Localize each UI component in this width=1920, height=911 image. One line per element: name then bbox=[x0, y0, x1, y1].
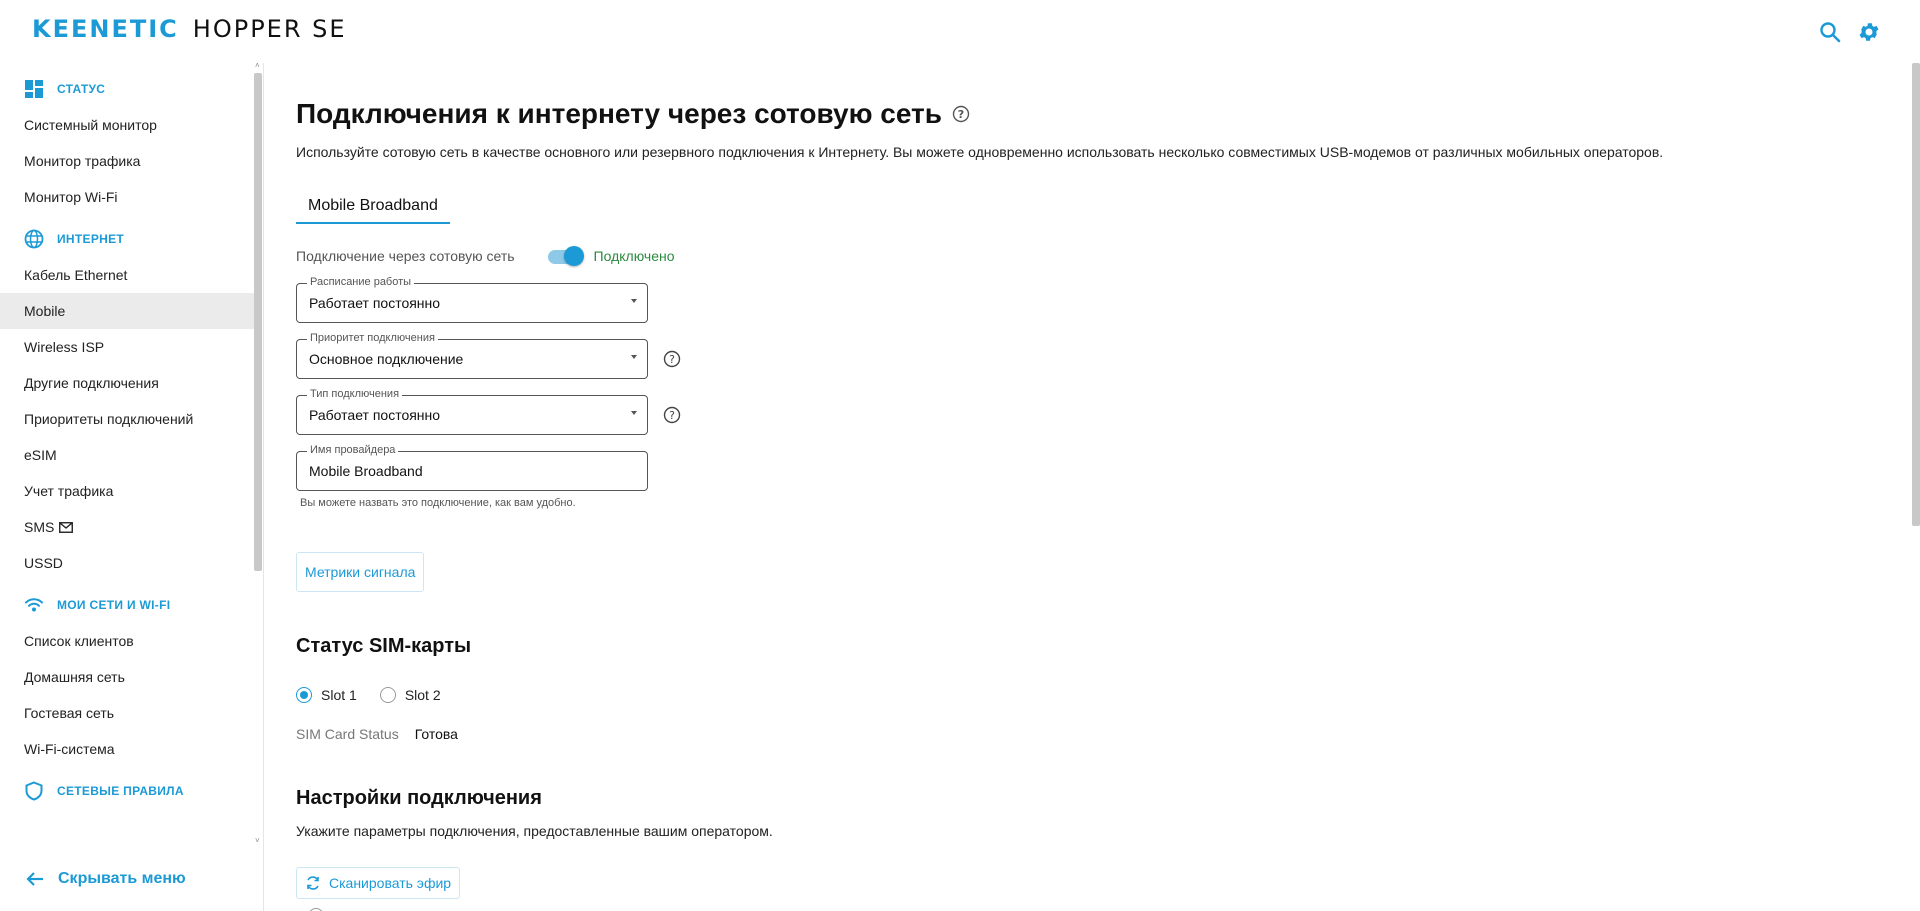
scan-button[interactable] bbox=[296, 867, 460, 899]
envelope-icon bbox=[59, 522, 73, 533]
gear-icon[interactable] bbox=[1857, 20, 1881, 44]
field-value: Mobile Broadband bbox=[309, 463, 423, 479]
sidebar-scrollbar[interactable] bbox=[254, 73, 262, 571]
sidebar-item-wifi-system[interactable]: Wi-Fi-система bbox=[24, 741, 115, 757]
main-content bbox=[265, 63, 1920, 911]
sidebar-item-client-list[interactable]: Список клиентов bbox=[24, 633, 134, 649]
sidebar bbox=[0, 63, 264, 911]
field-value: Работает постоянно bbox=[309, 407, 441, 423]
sidebar-section-networks[interactable] bbox=[0, 587, 264, 623]
cellular-toggle-row bbox=[296, 246, 675, 266]
connection-type-select[interactable] bbox=[296, 388, 648, 435]
caret-down-icon bbox=[631, 299, 637, 303]
sidebar-item-home-network[interactable]: Домашняя сеть bbox=[24, 669, 125, 685]
sidebar-item-wifi-monitor[interactable]: Монитор Wi-Fi bbox=[24, 189, 118, 205]
hide-menu-label: Скрывать меню bbox=[58, 869, 186, 887]
svg-text:?: ? bbox=[957, 108, 965, 121]
schedule-select[interactable] bbox=[296, 276, 648, 323]
sim-status-heading: Статус SIM-карты bbox=[296, 635, 472, 657]
dashboard-icon bbox=[24, 79, 44, 99]
sidebar-section-network-rules[interactable] bbox=[0, 773, 264, 809]
sidebar-item-ethernet[interactable]: Кабель Ethernet bbox=[24, 267, 128, 283]
slot2-label[interactable]: Slot 2 bbox=[404, 687, 441, 703]
sidebar-item-connection-priorities[interactable]: Приоритеты подключений bbox=[24, 411, 194, 427]
field-value: Работает постоянно bbox=[309, 295, 441, 311]
sim-status-row bbox=[296, 726, 458, 742]
section-label: ИНТЕРНЕТ bbox=[57, 232, 125, 246]
slot1-radio[interactable] bbox=[296, 687, 312, 703]
globe-icon bbox=[24, 229, 44, 249]
cellular-toggle[interactable] bbox=[548, 246, 584, 266]
caret-down-icon bbox=[631, 411, 637, 415]
shield-icon bbox=[24, 781, 44, 801]
wifi-icon bbox=[24, 595, 44, 615]
tab-label: Mobile Broadband bbox=[308, 197, 438, 214]
sim-slot-radios bbox=[296, 687, 441, 703]
svg-text:?: ? bbox=[669, 409, 675, 422]
search-icon[interactable] bbox=[1818, 20, 1842, 44]
sidebar-item-guest-network[interactable]: Гостевая сеть bbox=[24, 705, 115, 721]
signal-metrics-button[interactable] bbox=[296, 552, 424, 592]
sidebar-item-system-monitor[interactable]: Системный монитор bbox=[24, 117, 157, 133]
priority-select[interactable] bbox=[296, 332, 648, 379]
sidebar-item-esim[interactable]: eSIM bbox=[24, 447, 57, 463]
section-label: МОИ СЕТИ И WI-FI bbox=[57, 598, 171, 612]
logo-brand: KEENETIC bbox=[32, 15, 179, 43]
sidebar-menu bbox=[0, 63, 264, 845]
field-value: Основное подключение bbox=[309, 351, 464, 367]
button-label: Сканировать эфир bbox=[329, 875, 452, 891]
page-title bbox=[296, 98, 970, 130]
provider-hint: Вы можете назвать это подключение, как вам удобно. bbox=[300, 497, 576, 509]
sidebar-item-mobile[interactable]: Mobile bbox=[0, 293, 254, 329]
field-label: Тип подключения bbox=[307, 388, 402, 400]
logo[interactable] bbox=[32, 17, 347, 41]
sim-status-value: Готова bbox=[414, 726, 458, 742]
connection-settings-heading: Настройки подключения bbox=[296, 787, 542, 809]
connection-type-help-icon[interactable] bbox=[663, 406, 681, 424]
sim-status-label: SIM Card Status bbox=[296, 726, 399, 742]
sidebar-item-ussd[interactable]: USSD bbox=[24, 555, 63, 571]
sidebar-item-other-connections[interactable]: Другие подключения bbox=[24, 375, 159, 391]
priority-help-icon[interactable] bbox=[663, 350, 681, 368]
scroll-up-arrow[interactable]: ˄ bbox=[255, 63, 260, 70]
section-label: СЕТЕВЫЕ ПРАВИЛА bbox=[57, 784, 184, 798]
scroll-down-arrow[interactable]: ˅ bbox=[255, 836, 260, 845]
sidebar-item-wireless-isp[interactable]: Wireless ISP bbox=[24, 339, 105, 355]
top-header bbox=[0, 0, 1920, 63]
sidebar-section-status[interactable] bbox=[0, 71, 264, 107]
button-label: Метрики сигнала bbox=[305, 564, 416, 580]
caret-down-icon bbox=[631, 355, 637, 359]
sidebar-section-internet[interactable] bbox=[0, 221, 264, 257]
logo-model: HOPPER SE bbox=[192, 15, 347, 43]
hide-menu-button[interactable] bbox=[0, 845, 264, 911]
arrow-left-icon bbox=[26, 871, 44, 887]
field-label: Имя провайдера bbox=[307, 444, 398, 456]
main-scrollbar[interactable] bbox=[1912, 63, 1920, 526]
sidebar-item-traffic-monitor[interactable]: Монитор трафика bbox=[24, 153, 141, 169]
section-label: СТАТУС bbox=[57, 82, 106, 96]
sidebar-item-traffic-accounting[interactable]: Учет трафика bbox=[24, 483, 114, 499]
tab-mobile-broadband[interactable] bbox=[296, 192, 450, 224]
provider-name-field[interactable] bbox=[296, 444, 648, 491]
page-description: Используйте сотовую сеть в качестве основного или резервного подключения к Интернету. Вы можете одновременно использовать несколько совместимых USB-модемов от различных мобильных операторов. bbox=[296, 144, 1664, 160]
refresh-icon bbox=[305, 875, 321, 891]
slot1-label[interactable]: Slot 1 bbox=[321, 687, 357, 703]
page-title-text: Подключения к интернету через сотовую сеть bbox=[296, 98, 942, 129]
connection-status: Подключено bbox=[593, 248, 675, 264]
connection-settings-description: Укажите параметры подключения, предоставленные вашим оператором. bbox=[296, 823, 773, 839]
svg-text:?: ? bbox=[669, 353, 675, 366]
field-label: Расписание работы bbox=[307, 276, 414, 288]
sidebar-item-sms[interactable] bbox=[0, 509, 254, 545]
slot2-radio[interactable] bbox=[380, 687, 396, 703]
toggle-label: Подключение через сотовую сеть bbox=[296, 248, 515, 264]
sidebar-item-label: SMS bbox=[24, 519, 55, 535]
field-label: Приоритет подключения bbox=[307, 332, 438, 344]
help-icon[interactable] bbox=[952, 105, 970, 123]
